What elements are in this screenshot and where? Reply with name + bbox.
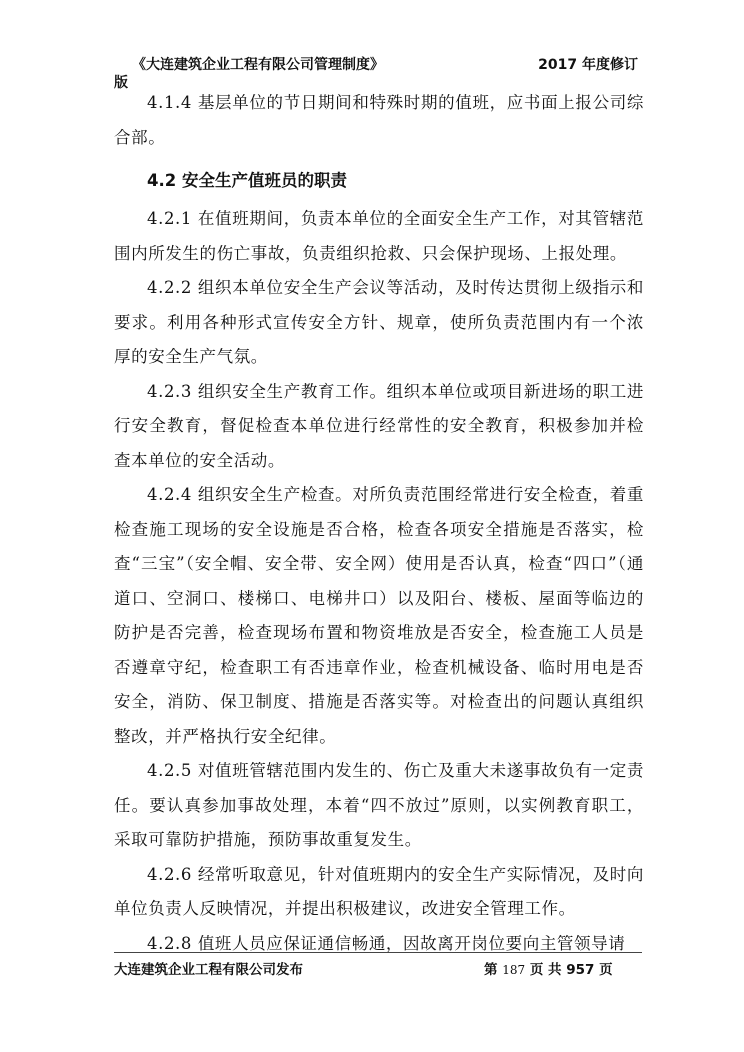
paragraph-4-1-4: 4.1.4 基层单位的节日期间和特殊时期的值班，应书面上报公司综合部。 [114, 93, 644, 147]
paragraph-4-2-2: 4.2.2 组织本单位安全生产会议等活动，及时传达贯彻上级指示和要求。利用各种形式宣传安全方针、规章，使所负责范围内有一个浓厚的安全生产气氛。 [114, 278, 644, 366]
revision-label-wrap: 版 [114, 75, 128, 91]
paragraph-4-2-3: 4.2.3 组织安全生产教育工作。组织本单位或项目新进场的职工进行安全教育，督促检查本单位进行经常性的安全教育，积极参加并检查本单位的安全活动。 [114, 381, 644, 470]
paragraph-4-2-8: 4.2.8 值班人员应保证通信畅通，因故离开岗位要向主管领导请 [147, 933, 626, 953]
page-middle-text: 页 共 [529, 962, 562, 978]
paragraph-4-2-1: 4.2.1 在值班期间，负责本单位的全面安全生产工作，对其管辖范围内所发生的伤亡事故，负责组织抢救、只会保护现场、上报处理。 [114, 209, 644, 263]
page-number [484, 958, 613, 978]
page-prefix: 第 [484, 962, 498, 978]
page-suffix: 页 [599, 962, 613, 978]
footer-divider [114, 952, 642, 953]
paragraph-4-2-6: 4.2.6 经常听取意见，针对值班期内的安全生产实际情况，及时向单位负责人反映情况，并提出积极建议，改进安全管理工作。 [114, 864, 644, 918]
section-heading-4-2: 4.2 安全生产值班员的职责 [147, 171, 347, 190]
current-page-number: 187 [502, 963, 526, 977]
page-header [114, 50, 644, 90]
revision-label: 2017 年度修订 [538, 57, 638, 73]
total-page-number: 957 [566, 962, 595, 978]
document-body [114, 86, 644, 961]
document-title: 《大连建筑企业工程有限公司管理制度》 [132, 57, 384, 73]
paragraph-4-2-5: 4.2.5 对值班管辖范围内发生的、伤亡及重大未遂事故负有一定责任。要认真参加事故处理，本着“四不放过”原则，以实例教育职工，采取可靠防护措施，预防事故重复发生。 [114, 761, 644, 849]
publisher-label: 大连建筑企业工程有限公司发布 [114, 962, 303, 978]
paragraph-4-2-4: 4.2.4 组织安全生产检查。对所负责范围经常进行安全检查，着重检查施工现场的安全设施是否合格，检查各项安全措施是否落实，检查“三宝”（安全帽、安全带、安全网）使用是否认真，检查“四口”（通道口、空洞口、楼梯口、电梯井口）以及阳台、楼板、屋面等临边的防护是否完善，检查现场布置和物资堆放是否安全，检查施工人员是否遵章守纪，检查职工有否违章作业，检查机械设备、临时用电是否安全，消防、保卫制度、措施是否落实等。对检查出的问题认真组织整改，并严格执行安全纪律。 [114, 485, 644, 746]
